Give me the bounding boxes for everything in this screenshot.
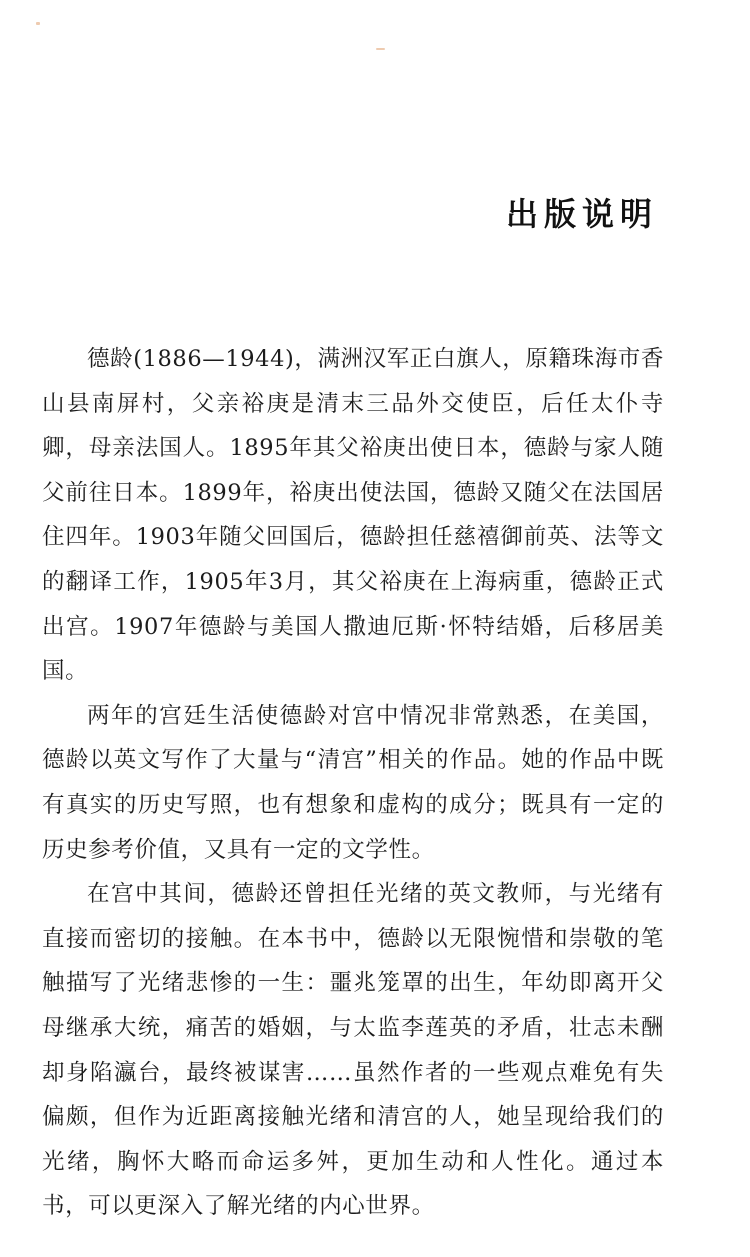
paragraph-works: 两年的宫廷生活使德龄对宫中情况非常熟悉，在美国，德龄以英文写作了大量与“清宫”相关的作品。她的作品中既有真实的历史写照，也有想象和虚构的成分；既具有一定的历史参考价值，又具有一定的文学性。 xyxy=(42,702,664,863)
body-text xyxy=(42,337,664,1229)
paragraph-book-summary: 在宫中其间，德龄还曾担任光绪的英文教师，与光绪有直接而密切的接触。在本书中，德龄以无限惋惜和崇敬的笔触描写了光绪悲惨的一生：噩兆笼罩的出生，年幼即离开父母继承大统，痛苦的婚姻，与太监李莲英的矛盾，壮志未酬却身陷瀛台，最终被谋害……虽然作者的一些观点难免有失偏颇，但作为近距离接触光绪和清宫的人，她呈现给我们的光绪，胸怀大略而命运多舛，更加生动和人性化。通过本书，可以更深入了解光绪的内心世界。 xyxy=(42,881,664,1220)
paper-speck xyxy=(376,48,385,50)
page-title: 出版说明 xyxy=(505,195,658,234)
paper-speck xyxy=(36,22,40,25)
paragraph-biography: 德龄(1886—1944)，满洲汉军正白旗人，原籍珠海市香山县南屏村，父亲裕庚是清末三品外交使臣，后任太仆寺卿，母亲法国人。1895年其父裕庚出使日本，德龄与家人随父前往日本。1899年，裕庚出使法国，德龄又随父在法国居住四年。1903年随父回国后，德龄担任慈禧御前英、法等文的翻译工作，1905年3月，其父裕庚在上海病重，德龄正式出宫。1907年德龄与美国人撒迪厄斯·怀特结婚，后移居美国。 xyxy=(42,346,664,685)
